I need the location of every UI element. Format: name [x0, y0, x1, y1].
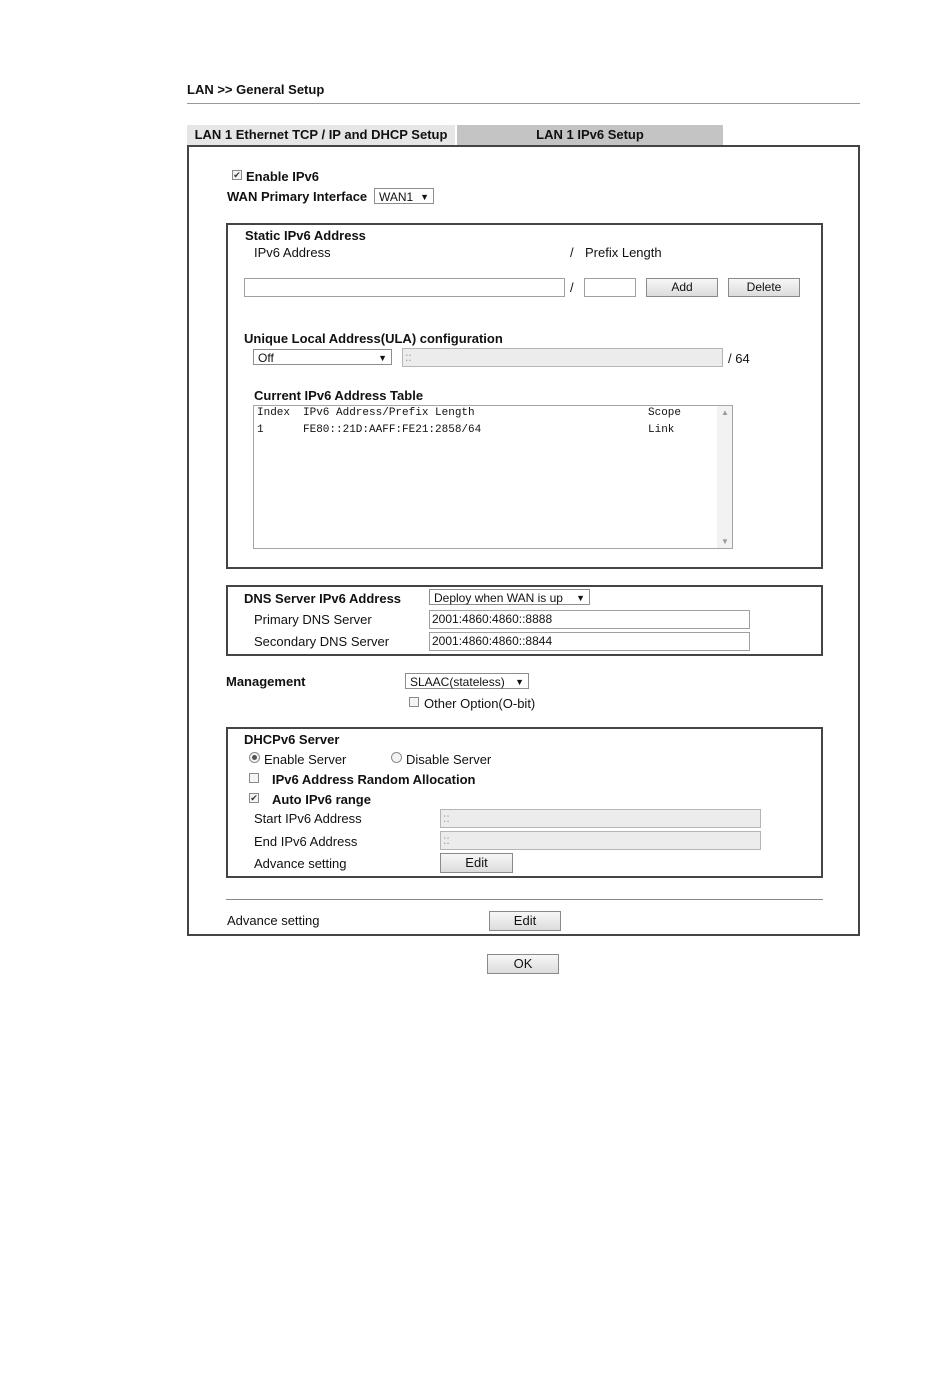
other-option-label: Other Option(O-bit) — [424, 696, 536, 711]
wan-primary-value: WAN1 — [379, 190, 414, 204]
delete-button[interactable]: Delete — [728, 278, 800, 297]
static-ipv6-title: Static IPv6 Address — [245, 228, 366, 243]
secondary-dns-label: Secondary DNS Server — [254, 634, 390, 649]
end-ipv6-input[interactable]: :: — [440, 831, 761, 850]
add-button[interactable]: Add — [646, 278, 718, 297]
table-header-scope: Scope — [648, 407, 682, 419]
start-ipv6-label: Start IPv6 Address — [254, 811, 362, 826]
chevron-down-icon: ▼ — [420, 192, 429, 202]
dhcpv6-title: DHCPv6 Server — [244, 732, 340, 747]
chevron-down-icon: ▼ — [576, 593, 585, 603]
ula-title: Unique Local Address(ULA) configuration — [244, 331, 503, 346]
table-row-address: FE80::21D:AAFF:FE21:2858/64 — [303, 424, 482, 436]
table-header-address: IPv6 Address/Prefix Length — [303, 407, 475, 419]
address-table-title: Current IPv6 Address Table — [254, 388, 424, 403]
ula-suffix: / 64 — [728, 351, 750, 366]
enable-server-label: Enable Server — [264, 752, 347, 767]
prefix-length-input[interactable] — [584, 278, 636, 297]
table-row-index: 1 — [257, 424, 264, 436]
advance-setting-label: Advance setting — [227, 913, 320, 928]
scroll-up-icon[interactable]: ▲ — [721, 408, 729, 417]
ok-button[interactable]: OK — [487, 954, 559, 974]
chevron-down-icon: ▼ — [515, 677, 524, 687]
chevron-down-icon: ▼ — [378, 353, 387, 363]
tab-ethernet-dhcp[interactable]: LAN 1 Ethernet TCP / IP and DHCP Setup — [187, 125, 455, 146]
dhcpv6-advance-label: Advance setting — [254, 856, 347, 871]
auto-range-label: Auto IPv6 range — [272, 792, 371, 807]
management-label: Management — [226, 674, 306, 689]
address-table-listbox[interactable] — [253, 405, 733, 549]
ula-mode-value: Off — [258, 351, 274, 365]
management-select[interactable] — [405, 673, 529, 689]
breadcrumb: LAN >> General Setup — [187, 82, 325, 97]
management-value: SLAAC(stateless) — [410, 675, 505, 689]
auto-range-checkbox[interactable]: ✔ — [250, 793, 258, 803]
dhcpv6-edit-button[interactable]: Edit — [440, 853, 513, 873]
random-allocation-checkbox[interactable] — [249, 773, 259, 783]
prefix-input-slash: / — [570, 280, 574, 295]
table-row-scope: Link — [648, 424, 675, 436]
start-ipv6-input[interactable]: :: — [440, 809, 761, 828]
dns-mode-value: Deploy when WAN is up — [434, 591, 563, 605]
prefix-slash: / — [570, 245, 574, 260]
wan-primary-label: WAN Primary Interface — [227, 189, 368, 204]
disable-server-label: Disable Server — [406, 752, 492, 767]
advance-divider — [226, 899, 823, 900]
end-ipv6-label: End IPv6 Address — [254, 834, 358, 849]
ipv6-address-label: IPv6 Address — [254, 245, 331, 260]
ula-address-input[interactable]: :: — [402, 348, 723, 367]
scroll-down-icon[interactable]: ▼ — [721, 537, 729, 546]
table-header-index: Index — [257, 407, 291, 419]
enable-ipv6-checkbox[interactable]: ✔ — [233, 170, 241, 180]
ula-mode-select[interactable] — [253, 349, 392, 365]
disable-server-radio[interactable] — [391, 752, 402, 763]
other-option-checkbox[interactable] — [409, 697, 419, 707]
secondary-dns-input[interactable]: 2001:4860:4860::8844 — [429, 632, 750, 651]
enable-server-radio[interactable] — [249, 752, 260, 763]
enable-ipv6-label: Enable IPv6 — [246, 169, 319, 184]
table-scrollbar[interactable] — [717, 406, 732, 548]
dns-mode-select[interactable] — [429, 589, 590, 605]
tab-ipv6-setup[interactable]: LAN 1 IPv6 Setup — [457, 125, 723, 145]
breadcrumb-divider — [187, 103, 860, 104]
prefix-length-label: Prefix Length — [585, 245, 662, 260]
dns-title: DNS Server IPv6 Address — [244, 591, 402, 606]
primary-dns-label: Primary DNS Server — [254, 612, 372, 627]
random-allocation-label: IPv6 Address Random Allocation — [272, 772, 476, 787]
ipv6-address-input[interactable] — [244, 278, 565, 297]
advance-edit-button[interactable]: Edit — [489, 911, 561, 931]
wan-primary-select[interactable] — [374, 188, 434, 204]
primary-dns-input[interactable]: 2001:4860:4860::8888 — [429, 610, 750, 629]
